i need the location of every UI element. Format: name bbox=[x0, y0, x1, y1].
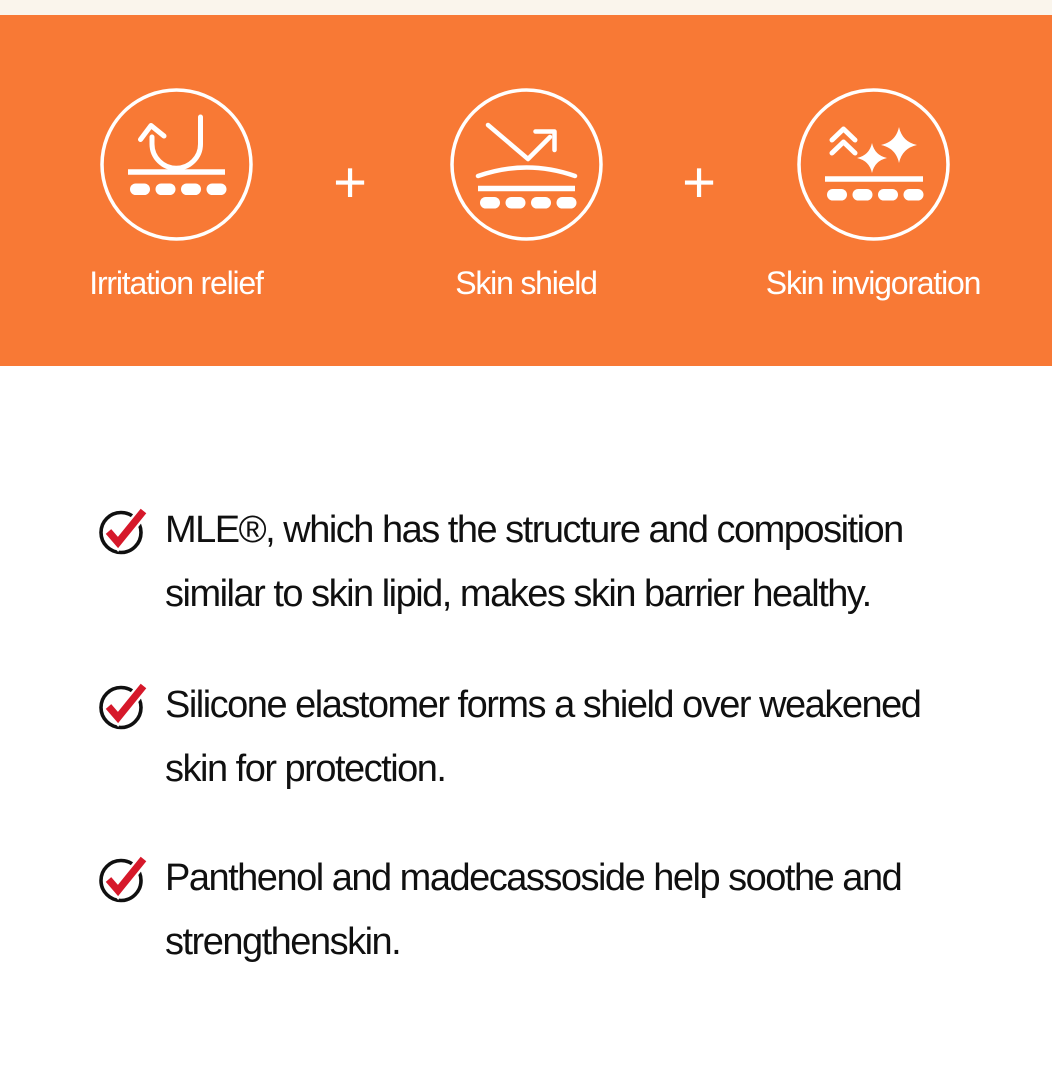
feature-label: Skin shield bbox=[455, 265, 597, 301]
benefit-text bbox=[165, 846, 901, 974]
benefit-item bbox=[97, 846, 901, 974]
benefit-line: skin for protection. bbox=[165, 748, 446, 790]
benefits-banner bbox=[0, 15, 1052, 366]
irritation-relief-icon bbox=[98, 86, 255, 243]
red-checkmark-icon bbox=[97, 679, 149, 731]
skin-shield-icon bbox=[448, 86, 605, 243]
red-checkmark-icon bbox=[97, 852, 149, 904]
benefit-line: MLE®, which has the structure and composition bbox=[165, 509, 903, 551]
benefit-item bbox=[97, 498, 903, 626]
benefit-line: Silicone elastomer forms a shield over weakened bbox=[165, 684, 921, 726]
feature-label: Irritation relief bbox=[89, 265, 263, 301]
skin-invigoration-icon bbox=[795, 86, 952, 243]
feature-label: Skin invigoration bbox=[765, 265, 981, 301]
benefit-text bbox=[165, 673, 920, 801]
plus-separator: + bbox=[333, 150, 367, 215]
red-checkmark-icon bbox=[97, 504, 149, 556]
benefit-list bbox=[0, 366, 1052, 1089]
benefit-line: strengthenskin. bbox=[165, 921, 401, 963]
top-strip bbox=[0, 0, 1052, 15]
benefit-item bbox=[97, 673, 920, 801]
benefit-text bbox=[165, 498, 903, 626]
benefit-line: Panthenol and madecassoside help soothe and bbox=[165, 857, 902, 899]
benefit-line: similar to skin lipid, makes skin barrier healthy. bbox=[165, 573, 871, 615]
plus-separator: + bbox=[682, 150, 716, 215]
